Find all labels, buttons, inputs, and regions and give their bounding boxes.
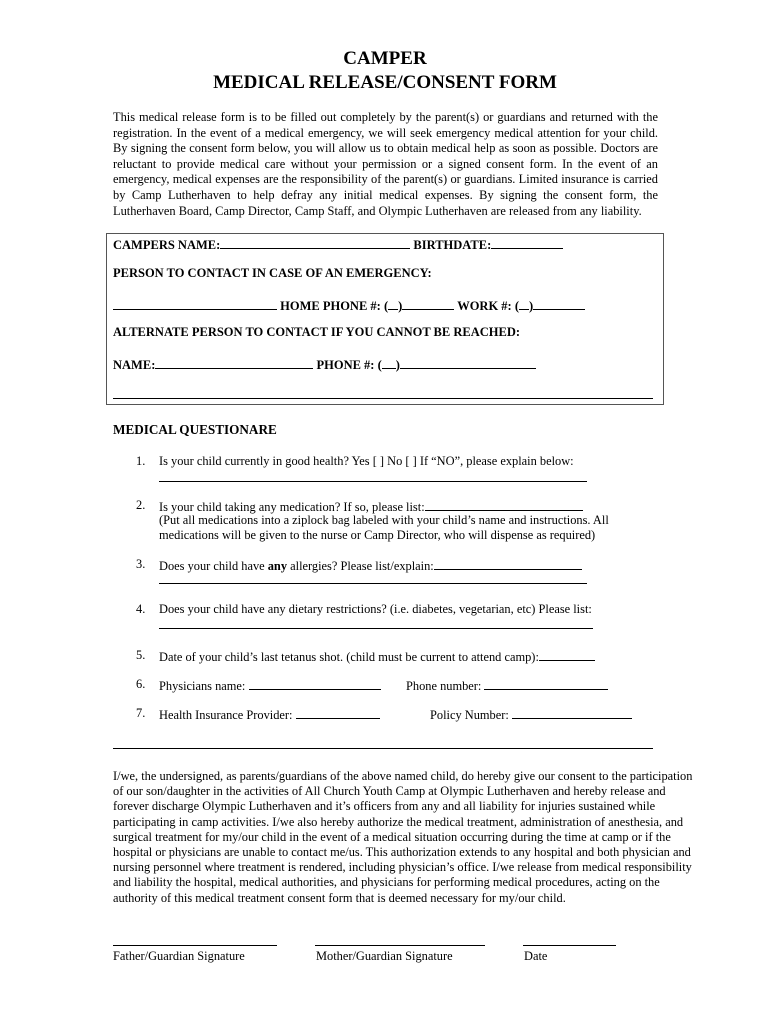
alternate-phone-area-field[interactable]	[382, 356, 396, 369]
q6-phone-row	[406, 677, 608, 694]
consent-paragraph: I/we, the undersigned, as parents/guardians of the above named child, do hereby give our consent to the participation of our son/daughter in the activities of All Church Youth Camp at Olympic Lutherhaven and hereby release and forever discharge Olympic Lutherhaven and it’s officers from any and all liability for injuries sustained while participating in camp activities. I/we also hereby authorize the medical treatment, administration of anesthesia, and surgical treatment for my/our child in the event of a medical situation occurring during the time at camp or if the hospital or physicians are unable to contact me/us. This authorization extends to any hospital and both physician and nursing personnel where treatment is rendered, including physician’s office. I/we release from medical responsibility and liability the hospital, medical authorities, and physicians for performing medical procedures, acting on the authority of this medical treatment consent form that is deemed necessary for my/our child.	[113, 769, 693, 905]
form-title: CAMPER	[343, 48, 427, 69]
alternate-contact-row	[113, 356, 536, 373]
q1-number: 1.	[136, 454, 146, 468]
home-phone-paren: )	[398, 299, 403, 313]
q7-policy-row	[430, 706, 632, 723]
home-phone-field[interactable]	[402, 297, 454, 310]
campers-name-label: CAMPERS NAME:	[113, 238, 221, 252]
q1-answer-line[interactable]	[159, 481, 587, 482]
q6-text: Physicians name:	[159, 679, 246, 693]
q5-row	[159, 648, 595, 665]
physician-phone-field[interactable]	[484, 677, 608, 690]
q3-number: 3.	[136, 557, 146, 571]
policy-number-field[interactable]	[512, 706, 632, 719]
q6-phone-label: Phone number:	[406, 679, 482, 693]
emergency-name-field[interactable]	[113, 297, 277, 310]
q2-note: (Put all medications into a ziplock bag labeled with your child’s name and instructions. All medications will be given to the nurse or Camp Director, who will dispense as required)	[159, 513, 609, 542]
q3-text-pre: Does your child have	[159, 559, 268, 573]
alternate-contact-label: ALTERNATE PERSON TO CONTACT IF YOU CANNOT BE REACHED:	[113, 325, 521, 339]
work-phone-field[interactable]	[533, 297, 585, 310]
q7-number: 7.	[136, 706, 146, 720]
alternate-phone-label: PHONE #: (	[316, 358, 382, 372]
contact-extra-line[interactable]	[113, 398, 653, 399]
section-divider	[113, 748, 653, 749]
q7-text: Health Insurance Provider:	[159, 708, 293, 722]
q6-row	[159, 677, 381, 694]
contact-box	[106, 233, 664, 405]
date-label: Date	[524, 949, 548, 963]
intro-paragraph: This medical release form is to be filled out completely by the parent(s) or guardians and returned with the registration. In the event of a medical emergency, we will seek emergency medical attention for your child. By signing the consent form below, you will allow us to obtain medical help as soon as possible. Doctors are reluctant to provide medical care without your permission or a signed consent form. In the event of an emergency, medical expenses are the responsibility of the parent(s) or guardians. Limited insurance is carried by Camp Lutherhaven to help defray any initial medical expenses. By signing the consent form, the Lutherhaven Board, Camp Director, Camp Staff, and Olympic Lutherhaven are released from any liability.	[113, 110, 658, 218]
q5-answer-field[interactable]	[539, 648, 595, 661]
insurance-provider-field[interactable]	[296, 706, 380, 719]
q5-text: Date of your child’s last tetanus shot. (child must be current to attend camp):	[159, 650, 539, 664]
campers-name-field[interactable]	[220, 236, 410, 249]
birthdate-label: BIRTHDATE:	[413, 238, 492, 252]
q3-row	[159, 557, 582, 574]
q5-number: 5.	[136, 648, 146, 662]
questionnaire-heading: MEDICAL QUESTIONARE	[113, 422, 277, 437]
q3-text-bold: any	[267, 559, 288, 573]
alternate-phone-field[interactable]	[400, 356, 536, 369]
work-phone-paren: )	[529, 299, 534, 313]
work-phone-label: WORK #: (	[457, 299, 519, 313]
father-signature-line[interactable]	[113, 945, 277, 946]
alternate-name-label: NAME:	[113, 358, 156, 372]
q4-text: Does your child have any dietary restrictions? (i.e. diabetes, vegetarian, etc) Please list:	[159, 602, 592, 616]
campers-name-row	[113, 236, 563, 253]
father-signature-label: Father/Guardian Signature	[113, 949, 245, 963]
mother-signature-line[interactable]	[315, 945, 485, 946]
emergency-contact-row	[113, 297, 585, 314]
form-subtitle: MEDICAL RELEASE/CONSENT FORM	[213, 72, 557, 93]
q3-text-post: allergies? Please list/explain:	[287, 559, 434, 573]
mother-signature-label: Mother/Guardian Signature	[316, 949, 453, 963]
q7-policy-label: Policy Number:	[430, 708, 509, 722]
alternate-name-field[interactable]	[155, 356, 313, 369]
q3-answer-line[interactable]	[159, 583, 587, 584]
q2-text: Is your child taking any medication? If so, please list:	[159, 500, 425, 514]
q6-number: 6.	[136, 677, 146, 691]
work-phone-area-field[interactable]	[519, 297, 529, 310]
q3-answer-field[interactable]	[434, 557, 582, 570]
home-phone-label: HOME PHONE #: (	[280, 299, 389, 313]
birthdate-field[interactable]	[491, 236, 563, 249]
q7-row	[159, 706, 380, 723]
q2-answer-field[interactable]	[425, 498, 583, 511]
q4-answer-line[interactable]	[159, 628, 593, 629]
q1-text: Is your child currently in good health? Yes [ ] No [ ] If “NO”, please explain below:	[159, 454, 574, 468]
home-phone-area-field[interactable]	[388, 297, 398, 310]
alternate-phone-paren: )	[395, 358, 400, 372]
physician-name-field[interactable]	[249, 677, 381, 690]
date-signature-line[interactable]	[523, 945, 616, 946]
emergency-contact-label: PERSON TO CONTACT IN CASE OF AN EMERGENCY:	[113, 266, 432, 280]
q2-number: 2.	[136, 498, 146, 512]
q4-number: 4.	[136, 602, 146, 616]
